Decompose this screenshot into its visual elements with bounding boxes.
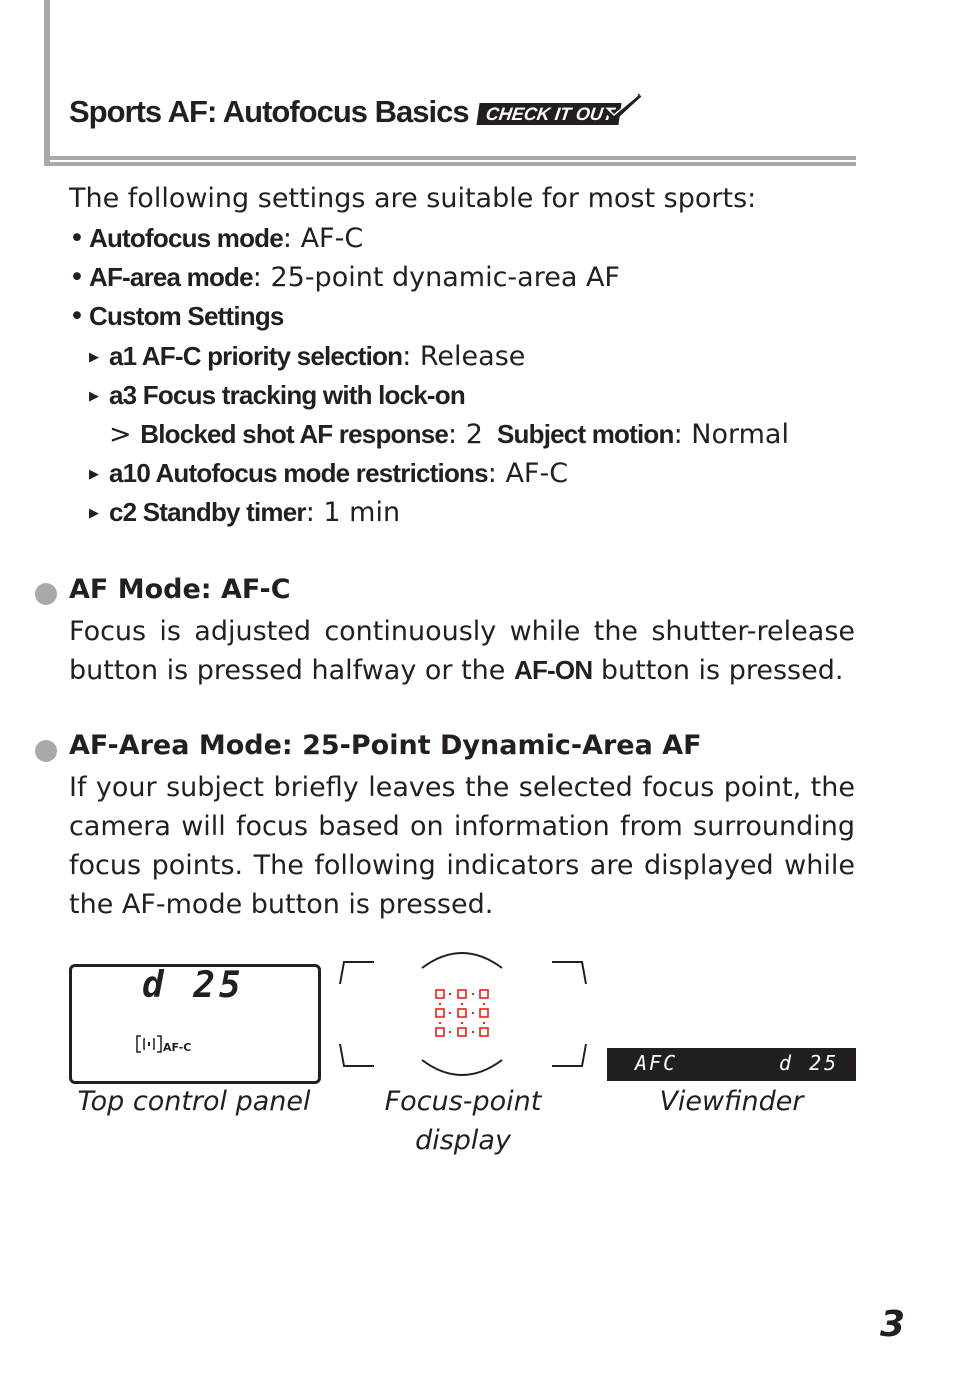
page-number: 3	[880, 1304, 906, 1345]
header-rule-bottom	[44, 162, 856, 166]
setting-value: : AF-C	[282, 223, 364, 254]
badge-label: CHECK IT OUT	[484, 103, 616, 124]
triangle-bullet-icon: ▶	[89, 389, 99, 404]
section-text-af-mode	[69, 612, 855, 690]
submenu-arrow: >	[109, 419, 132, 450]
setting-label: a10 Autofocus mode restrictions	[109, 458, 488, 488]
setting-autofocus-mode	[69, 221, 363, 256]
header-side-bar	[44, 0, 50, 166]
caption-top-control-panel: Top control panel	[77, 1086, 311, 1117]
setting-subject-motion	[497, 417, 789, 452]
setting-af-area-mode	[69, 260, 620, 295]
caption-viewfinder: Viewfinder	[659, 1086, 804, 1117]
checkmark-icon	[602, 93, 642, 123]
setting-a3-options	[109, 417, 483, 452]
section-heading-af-mode: AF Mode: AF-C	[69, 574, 291, 605]
setting-value: : 25-point dynamic-area AF	[252, 262, 620, 293]
setting-label: Subject motion	[497, 419, 674, 449]
header-rule-top	[44, 156, 856, 160]
af-mode-text-2: button is pressed.	[592, 655, 844, 686]
intro-text: The following settings are suitable for most sports:	[69, 183, 757, 214]
setting-a3	[89, 378, 465, 414]
triangle-bullet-icon: ▶	[89, 467, 99, 482]
af-area-bracket-icon	[136, 1035, 162, 1053]
check-it-out-badge	[476, 103, 621, 125]
setting-label: Blocked shot AF response	[140, 419, 449, 449]
top-control-panel-figure	[69, 964, 321, 1084]
setting-value: : Normal	[673, 419, 789, 450]
caption-focus-point-line1: Focus-point	[384, 1086, 542, 1117]
triangle-bullet-icon: ▶	[89, 506, 99, 521]
bullet: •	[69, 262, 85, 293]
setting-label: a3 Focus tracking with lock-on	[109, 380, 465, 410]
bullet: •	[69, 223, 85, 254]
setting-label: c2 Standby timer	[109, 497, 306, 527]
setting-value: : 1 min	[305, 497, 401, 528]
section-heading-af-area: AF-Area Mode: 25-Point Dynamic-Area AF	[69, 730, 702, 761]
section-dot-icon	[35, 740, 57, 762]
page-title	[69, 94, 660, 130]
focus-point-display-figure	[336, 944, 590, 1084]
af-on-button-name: AF-ON	[514, 655, 593, 685]
setting-label: a1 AF-C priority selection	[109, 341, 403, 371]
panel-af-mode-label: AF-C	[163, 1041, 192, 1054]
setting-a10	[89, 456, 568, 492]
setting-custom-settings	[69, 299, 284, 334]
viewfinder-af-mode: AFC	[635, 1051, 678, 1075]
setting-value: : Release	[402, 341, 526, 372]
setting-label: AF-area mode	[89, 262, 253, 292]
af-mode-text-1: Focus is adjusted continuously while the shutter-release button is pressed halfway or the	[69, 616, 855, 686]
viewfinder-figure	[607, 1048, 856, 1081]
page-title-text: Sports AF: Autofocus Basics	[69, 94, 469, 129]
caption-focus-point-line2: display	[415, 1125, 511, 1156]
setting-label: Autofocus mode	[89, 223, 283, 253]
setting-a1	[89, 339, 525, 375]
panel-lcd-value: d 25	[142, 965, 245, 1006]
setting-value: : 2	[448, 419, 483, 450]
setting-value: : AF-C	[487, 458, 569, 489]
viewfinder-area-mode: d 25	[779, 1051, 840, 1075]
setting-label: Custom Settings	[89, 301, 284, 331]
setting-c2	[89, 495, 400, 531]
section-text-af-area: If your subject briefly leaves the selected focus point, the camera will focus based on information from surrounding focus points. The following indicators are displayed while the AF-mode button is pressed.	[69, 772, 855, 920]
triangle-bullet-icon: ▶	[89, 350, 99, 365]
section-dot-icon	[35, 583, 57, 605]
bullet: •	[69, 301, 85, 332]
